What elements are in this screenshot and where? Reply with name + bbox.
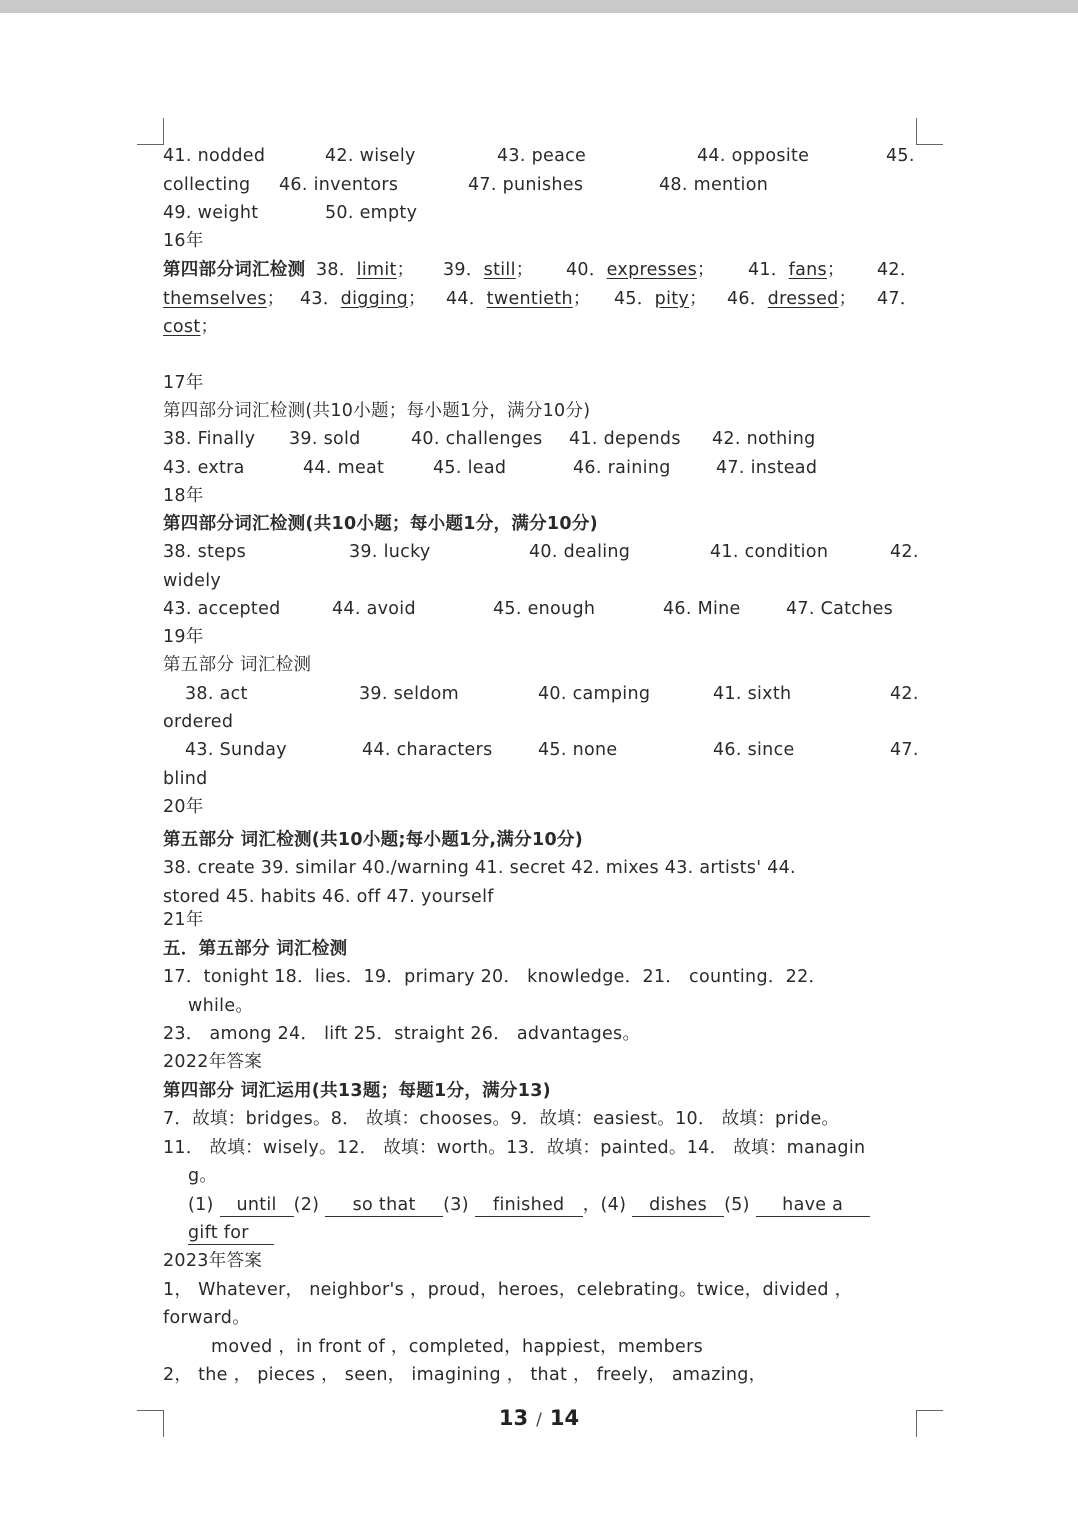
year-heading-23: 2023年答案 (163, 1251, 263, 1271)
answer-19-38: 38. act (185, 684, 248, 704)
answer-16-42-number: 42． (877, 260, 918, 280)
year-heading-21: 21年 (163, 910, 204, 930)
blank-2: so that (325, 1194, 443, 1217)
answer-16-47-word: cost； (163, 317, 219, 337)
answer-17-40: 40. challenges (411, 429, 543, 449)
answer-16-38: 38．limit； (316, 260, 415, 280)
answers-22-line2: 11． 故填：wisely。12． 故填：worth。13．故填：painted。14． 故填：managin (163, 1138, 866, 1158)
answer-18-47: 47. Catches (786, 599, 894, 619)
answer-17-43: 43. extra (163, 458, 245, 478)
answer-45-word: collecting (163, 175, 251, 195)
answer-18-45: 45. enough (493, 599, 596, 619)
answer-17-41: 41. depends (569, 429, 681, 449)
blank-5: have a (756, 1194, 870, 1217)
year-heading-18: 18年 (163, 486, 204, 506)
answer-19-42-number: 42. (890, 684, 919, 704)
answer-17-38: 38. Finally (163, 429, 256, 449)
answer-50: 50. empty (325, 203, 418, 223)
answer-49: 49. weight (163, 203, 259, 223)
answer-19-40: 40. camping (538, 684, 651, 704)
answer-16-41: 41．fans； (748, 260, 845, 280)
year-heading-17: 17年 (163, 373, 204, 393)
answer-43: 43. peace (497, 146, 587, 166)
answer-19-42-word: ordered (163, 712, 234, 732)
current-page: 13 (498, 1406, 529, 1430)
answer-18-43: 43. accepted (163, 599, 281, 619)
year-heading-16: 16年 (163, 231, 204, 251)
answers-21-line1: 17．tonight 18．lies．19．primary 20． knowledge．21． counting．22． (163, 967, 827, 987)
blank-4: dishes (632, 1194, 724, 1217)
answers-23-line1: 1， Whatever， neighbor's ，proud，heroes，celebrating。twice，divided ， (163, 1280, 853, 1300)
answers-20-line2: stored 45. habits 46. off 47. yourself (163, 887, 494, 907)
answer-19-39: 39. seldom (359, 684, 460, 704)
answer-18-42-word: widely (163, 571, 222, 591)
answer-16-42-word: themselves； (163, 289, 285, 309)
fill-blanks-22: (1) until (2) so that (3) finished ，(4) dishes (5) have a (188, 1191, 870, 1219)
answer-17-42: 42. nothing (712, 429, 816, 449)
blank-5-cont: gift for (188, 1222, 274, 1245)
answer-16-40: 40．expresses； (566, 260, 715, 280)
year-heading-20: 20年 (163, 797, 204, 817)
answer-19-47-number: 47. (890, 740, 919, 760)
answers-21-line2: 23． among 24． lift 25．straight 26． advantages。 (163, 1024, 641, 1044)
total-pages: 14 (549, 1406, 580, 1430)
blank-1: until (220, 1194, 294, 1217)
answer-18-40: 40. dealing (529, 542, 631, 562)
answer-19-47-word: blind (163, 769, 208, 789)
answer-46: 46. inventors (279, 175, 399, 195)
answer-18-39: 39. lucky (349, 542, 431, 562)
answer-41: 41. nodded (163, 146, 266, 166)
section-heading-17: 第四部分词汇检测(共10小题；每小题1分，满分10分) (163, 401, 591, 421)
answer-19-45: 45. none (538, 740, 618, 760)
answer-18-38: 38. steps (163, 542, 247, 562)
page-separator: / (536, 1410, 542, 1430)
answer-17-39: 39. sold (289, 429, 361, 449)
answer-16-47-number: 47． (877, 289, 918, 309)
fill-blanks-22-cont (188, 1219, 274, 1247)
answers-22-line1: 7．故填：bridges。8． 故填：chooses。9．故填：easiest。10． 故填：pride。 (163, 1109, 840, 1129)
answers-20-line1: 38. create 39. similar 40./warning 41. secret 42. mixes 43. artists' 44. (163, 858, 796, 878)
answer-16-44: 44．twentieth； (446, 289, 591, 309)
answer-16-45: 45．pity； (614, 289, 707, 309)
answer-18-44: 44. avoid (332, 599, 416, 619)
section-heading-16: 第四部分词汇检测 (163, 260, 306, 280)
blank-3: finished (475, 1194, 583, 1217)
section-heading-22: 第四部分 词汇运用(共13题；每题1分，满分13) (163, 1081, 551, 1101)
answer-18-46: 46. Mine (663, 599, 741, 619)
answer-44: 44. opposite (697, 146, 810, 166)
answers-23-line2: moved ，in front of ，completed，happiest，members (211, 1337, 704, 1357)
section-heading-19: 第五部分 词汇检测 (163, 655, 312, 675)
answer-16-39: 39．still； (443, 260, 534, 280)
answer-17-47: 47. instead (716, 458, 818, 478)
answer-19-43: 43. Sunday (185, 740, 287, 760)
page-indicator (0, 1406, 1078, 1430)
answer-16-46: 46．dressed； (727, 289, 857, 309)
answers-23-line1-cont: forward。 (163, 1308, 250, 1328)
answer-17-46: 46. raining (573, 458, 671, 478)
answer-47: 47. punishes (468, 175, 584, 195)
answer-19-44: 44. characters (362, 740, 493, 760)
answer-19-46: 46. since (713, 740, 795, 760)
section-heading-20: 第五部分 词汇检测(共10小题;每小题1分,满分10分) (163, 830, 584, 850)
answer-16-43: 43．digging； (300, 289, 426, 309)
answer-17-44: 44. meat (303, 458, 385, 478)
answer-18-41: 41. condition (710, 542, 829, 562)
year-heading-19: 19年 (163, 627, 204, 647)
answers-21-line1-cont: while。 (188, 996, 254, 1016)
section-heading-18: 第四部分词汇检测(共10小题；每小题1分，满分10分) (163, 514, 598, 534)
answers-23-line3: 2， the ， pieces ， seen， imagining ， that ， freely， amazing， (163, 1365, 767, 1385)
answer-42: 42. wisely (325, 146, 416, 166)
answer-45-number: 45. (886, 146, 915, 166)
answer-17-45: 45. lead (433, 458, 507, 478)
answer-48: 48. mention (659, 175, 769, 195)
answers-22-line2-cont: g。 (188, 1166, 218, 1186)
section-heading-21: 五．第五部分 词汇检测 (163, 939, 348, 959)
year-heading-22: 2022年答案 (163, 1052, 263, 1072)
answer-19-41: 41. sixth (713, 684, 792, 704)
answer-18-42-number: 42. (890, 542, 919, 562)
